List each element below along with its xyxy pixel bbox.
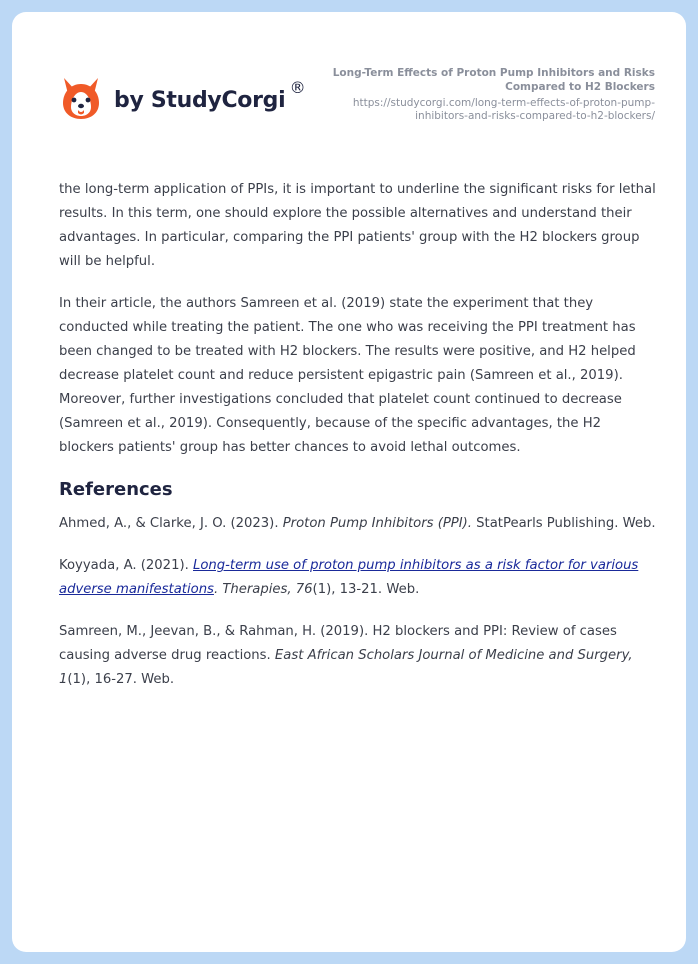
ref1-title: Proton Pump Inhibitors (PPI). (282, 516, 472, 531)
body-paragraph-2: In their article, the authors Samreen et al. (2019) state the experiment that they conducted while treating the patient. The one who was receiving the PPI treatment has been changed to be treated with H2 blockers. The results were positive, and H2 helped decrease platelet count and reduce persistent epigastric pain (Samreen et al., 2019). Moreover, further investigations concluded that platelet count continued to decrease (Samreen et al., 2019). Consequently, because of the specific advantages, the H2 blockers patients' group has better chances to avoid lethal outcomes. (59, 296, 636, 455)
body-paragraph-1: the long-term application of PPIs, it is important to underline the significant risks for lethal results. In this term, one should explore the possible alternatives and understand their advantages. In particular, comparing the PPI patients' group with the H2 blockers group will be helpful. (59, 182, 656, 269)
studycorgi-logo[interactable] (60, 76, 306, 120)
header-info (305, 66, 655, 123)
main-content (59, 178, 659, 710)
ref3-journal: East African Scholars Journal of Medicine and Surgery, 1 (59, 648, 633, 687)
ref1-rest: StatPearls Publishing. Web. (471, 516, 656, 531)
document-title: Long-Term Effects of Proton Pump Inhibitors and Risks Compared to H2 Blockers (332, 67, 655, 93)
references-heading: References (59, 479, 173, 500)
document-page (12, 12, 686, 952)
reference-item-1 (59, 512, 659, 536)
ref2-journal: . Therapies, 76 (213, 582, 313, 597)
registered-mark: ® (289, 77, 306, 97)
corgi-icon (60, 76, 102, 120)
logo-text: by StudyCorgi (114, 87, 286, 113)
ref3-rest: (1), 16-27. Web. (67, 672, 175, 687)
reference-item-2 (59, 554, 659, 602)
ref2-link[interactable]: Long-term use of proton pump inhibitors as a risk factor for various adverse manifestations (59, 558, 639, 597)
ref2-authors: Koyyada, A. (2021). (59, 558, 193, 573)
reference-item-3 (59, 620, 659, 692)
document-url[interactable]: https://studycorgi.com/long-term-effects-of-proton-pump-inhibitors-and-risks-compared-to-h2-blockers/ (352, 97, 655, 122)
ref1-authors: Ahmed, A., & Clarke, J. O. (2023). (59, 516, 283, 531)
ref2-rest: (1), 13-21. Web. (312, 582, 420, 597)
ref3-authors: Samreen, M., Jeevan, B., & Rahman, H. (2019). H2 blockers and PPI: Review of cases causing adverse drug reactions. (59, 624, 617, 663)
